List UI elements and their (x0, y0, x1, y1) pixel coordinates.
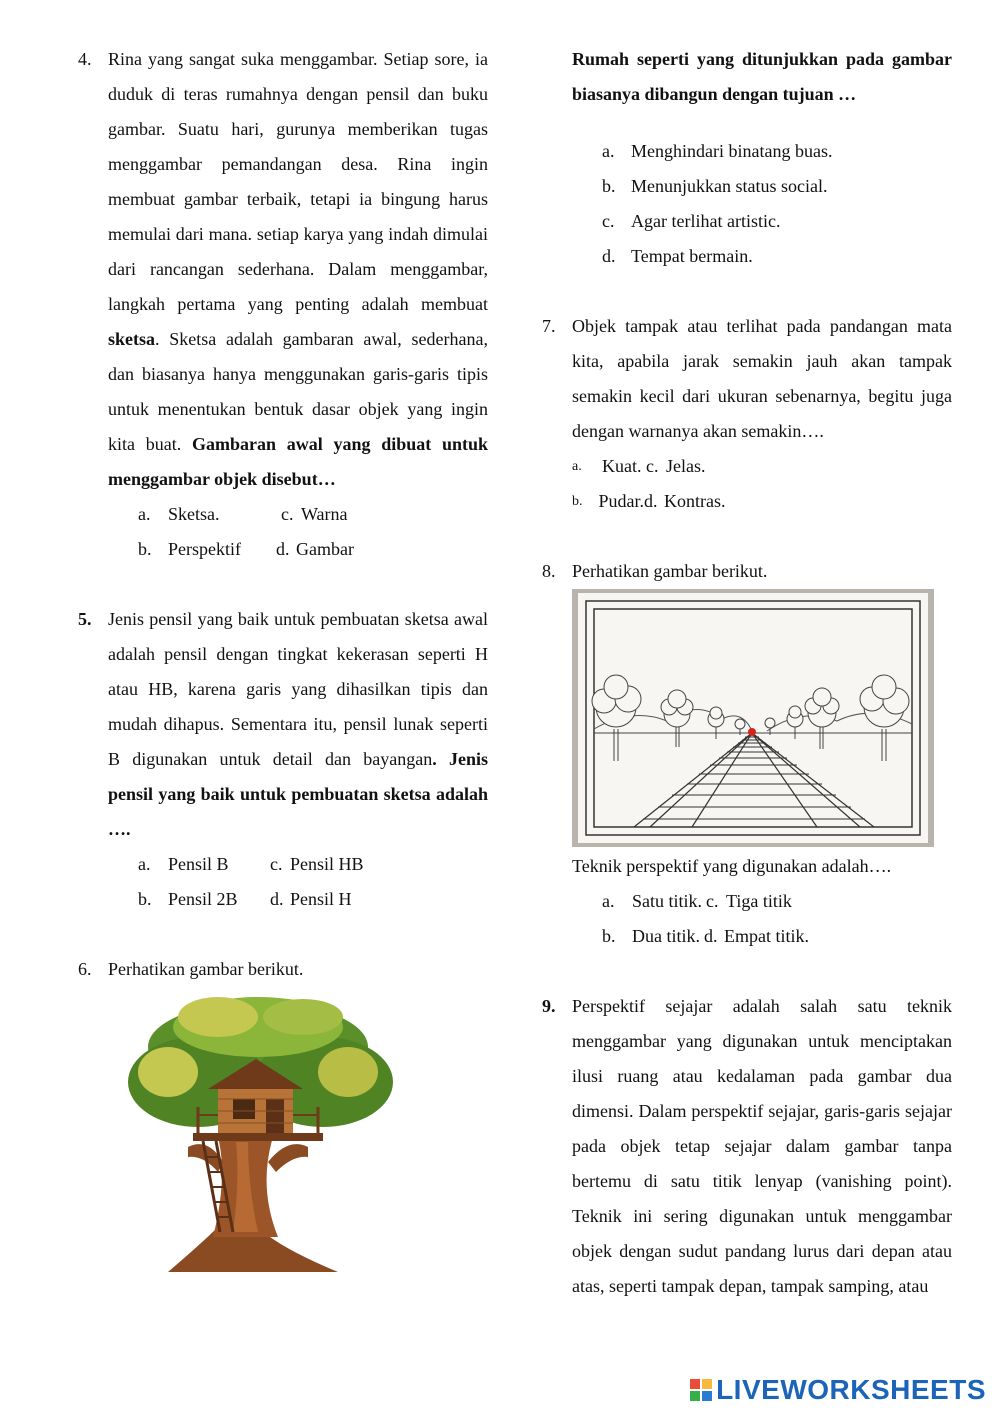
option-d[interactable]: d. Kontras. (644, 491, 726, 511)
question-number: 7. (542, 316, 556, 336)
option-a[interactable]: a. Menghindari binatang buas. (602, 141, 833, 161)
question-9 (542, 989, 952, 1304)
question-text: Perspektif sejajar adalah salah satu teknik menggambar yang digunakan untuk menciptakan ilusi ruang atau kedalaman pada gambar dua dimensi. Dalam perspektif sejajar, garis-garis sejajar pada objek tetap sejajar dalam gambar tanpa bertemu di satu titik lenyap (vanishing point). Teknik ini sering digunakan untuk menggambar objek dengan sudut pandang lurus dari depan atau atas, seperti tampak depan, tampak samping, atau (572, 996, 952, 1296)
options (572, 134, 952, 274)
option-d[interactable]: d. Empat titik. (704, 926, 809, 946)
question-6-continued (542, 42, 952, 274)
option-a[interactable]: a. Pensil B (138, 854, 229, 874)
logo-text: LIVEWORKSHEETS (716, 1374, 986, 1405)
question-text: Perhatikan gambar berikut. (108, 959, 304, 979)
option-b[interactable]: b. Menunjukkan status social. (602, 176, 828, 196)
options (108, 847, 488, 917)
question-4 (78, 42, 488, 567)
liveworksheets-logo (690, 1374, 986, 1406)
options (572, 884, 952, 954)
question-prompt: Rumah seperti yang ditunjukkan pada gambar biasanya dibangun dengan tujuan … (572, 49, 952, 104)
question-6 (78, 952, 488, 1277)
options (572, 449, 952, 519)
option-a[interactable]: a. Kuat. (572, 456, 642, 476)
option-c[interactable]: c. Jelas. (646, 456, 706, 476)
question-number: 4. (78, 49, 92, 69)
option-c[interactable]: c. Warna (281, 504, 348, 524)
right-column (542, 42, 952, 1304)
question-5 (78, 602, 488, 917)
question-text: Objek tampak atau terlihat pada pandangan mata kita, apabila jarak semakin jauh akan tampak semakin kecil dari ukuran sebenarnya, begitu juga dengan warnanya akan semakin…. (572, 316, 952, 441)
option-b[interactable]: b. Dua titik. (602, 926, 700, 946)
option-d[interactable]: d. Tempat bermain. (602, 246, 753, 266)
option-b[interactable]: b. Perspektif (138, 539, 241, 559)
question-text: Jenis pensil yang baik untuk pembuatan sketsa awal adalah pensil dengan tingkat kekerasan seperti H atau HB, karena garis yang dihasilkan tipis dan mudah dihapus. Sementara itu, pensil lunak seperti B digunakan untuk detail dan bayangan. Jenis pensil yang baik untuk pembuatan sketsa adalah …. (108, 609, 488, 839)
option-a[interactable]: a. Sketsa. (138, 504, 220, 524)
option-d[interactable]: d. Gambar (276, 539, 354, 559)
options (108, 497, 488, 567)
option-a[interactable]: a. Satu titik. (602, 891, 703, 911)
question-number: 9. (542, 996, 556, 1016)
vanishing-point-marker (748, 728, 756, 736)
option-d[interactable]: d. Pensil H (270, 889, 352, 909)
question-prompt: . Jenis pensil yang baik untuk pembuatan sketsa adalah …. (108, 749, 488, 839)
option-b[interactable]: b. Pudar. (572, 491, 644, 511)
logo-icon (690, 1379, 712, 1401)
question-text: Perhatikan gambar berikut. (572, 561, 768, 581)
keyword-sketsa: sketsa (108, 329, 156, 349)
question-8 (542, 554, 952, 954)
option-c[interactable]: c. Tiga titik (706, 891, 792, 911)
option-c[interactable]: c. Agar terlihat artistic. (602, 211, 781, 231)
railway-perspective-image (572, 589, 934, 847)
question-prompt: Teknik perspektif yang digunakan adalah…. (572, 856, 892, 876)
question-text: Rina yang sangat suka menggambar. Setiap sore, ia duduk di teras rumahnya dengan pensil dan buku gambar. Suatu hari, gurunya memberikan tugas menggambar pemandangan desa. Rina ingin membuat gambar terbaik, tetapi ia bingung harus memulai dari mana. setiap karya yang indah dimulai dari rancangan sederhana. Dalam menggambar, langkah pertama yang penting adalah membuat sketsa. Sketsa adalah gambaran awal, sederhana, dan biasanya hanya menggunakan garis-garis tipis untuk menentukan bentuk dasar objek yang ingin kita buat. Gambaran awal yang dibuat untuk menggambar objek disebut… (108, 49, 488, 489)
question-prompt: Gambaran awal yang dibuat untuk menggambar objek disebut… (108, 434, 488, 489)
question-number: 5. (78, 609, 92, 629)
left-column (78, 42, 488, 1277)
question-number: 6. (78, 959, 92, 979)
question-7 (542, 309, 952, 519)
option-c[interactable]: c. Pensil HB (270, 854, 364, 874)
option-b[interactable]: b. Pensil 2B (138, 889, 238, 909)
treehouse-image (108, 987, 398, 1277)
question-number: 8. (542, 561, 556, 581)
